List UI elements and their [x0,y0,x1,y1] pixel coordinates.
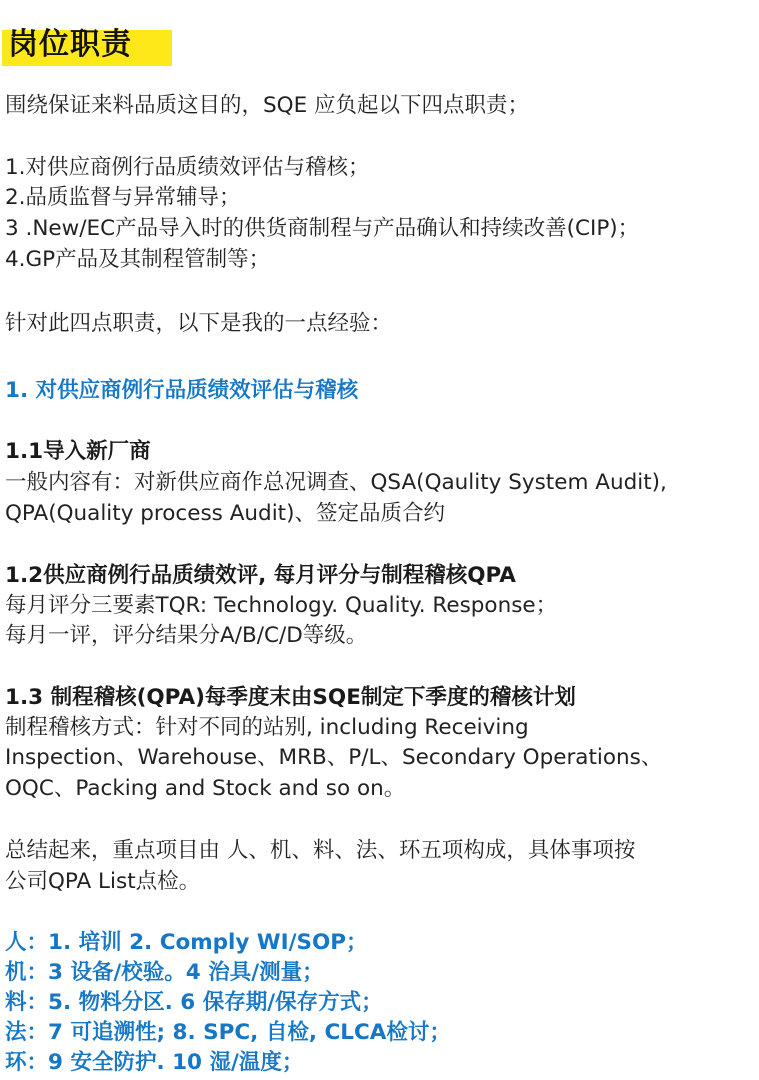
factor-method: 法：7 可追溯性; 8. SPC, 自检, CLCA检讨； [5,1020,451,1045]
duty-item-3: 3 .New/EC产品导入时的供货商制程与产品确认和持续改善(CIP)； [5,216,640,241]
factor-machine: 机：3 设备/校验。4 治具/测量； [5,960,324,985]
sub13-line-3: OQC、Packing and Stock and so on。 [5,776,406,801]
summary-line-1: 总结起来，重点项目由 人、机、料、法、环五项构成，具体事项按 [5,838,636,863]
factor-people: 人：1. 培训 2. Comply WI/SOP； [5,930,368,955]
experience-intro: 针对此四点职责，以下是我的一点经验： [5,311,393,336]
duty-item-4: 4.GP产品及其制程管制等； [5,247,271,272]
page-title: 岗位职责 [8,27,132,62]
sub11-heading: 1.1导入新厂商 [5,439,151,464]
summary-line-2: 公司QPA List点检。 [5,869,201,894]
sub11-line-2: QPA(Quality process Audit)、签定品质合约 [5,501,445,526]
sub12-line-2: 每月一评，评分结果分A/B/C/D等级。 [5,623,368,648]
sub13-line-2: Inspection、Warehouse、MRB、P/L、Secondary Operations、 [5,745,663,770]
factor-material: 料：5. 物料分区. 6 保存期/保存方式； [5,990,383,1015]
sub13-line-1: 制程稽核方式：针对不同的站别, including Receiving [5,715,529,740]
factor-environment: 环：9 安全防护. 10 湿/温度； [5,1050,304,1075]
sub12-heading: 1.2供应商例行品质绩效评, 每月评分与制程稽核QPA [5,563,516,588]
title-block [2,24,132,66]
sub13-heading: 1.3 制程稽核(QPA)每季度末由SQE制定下季度的稽核计划 [5,685,576,710]
sub12-line-1: 每月评分三要素TQR: Technology. Quality. Response； [5,593,558,618]
sub11-line-1: 一般内容有：对新供应商作总况调查、QSA(Qaulity System Audit), [5,470,667,495]
section1-heading: 1. 对供应商例行品质绩效评估与稽核 [5,378,359,403]
duty-item-2: 2.品质监督与异常辅导； [5,185,241,210]
duty-item-1: 1.对供应商例行品质绩效评估与稽核； [5,155,370,180]
intro-text: 围绕保证来料品质这目的，SQE 应负起以下四点职责； [5,93,529,118]
